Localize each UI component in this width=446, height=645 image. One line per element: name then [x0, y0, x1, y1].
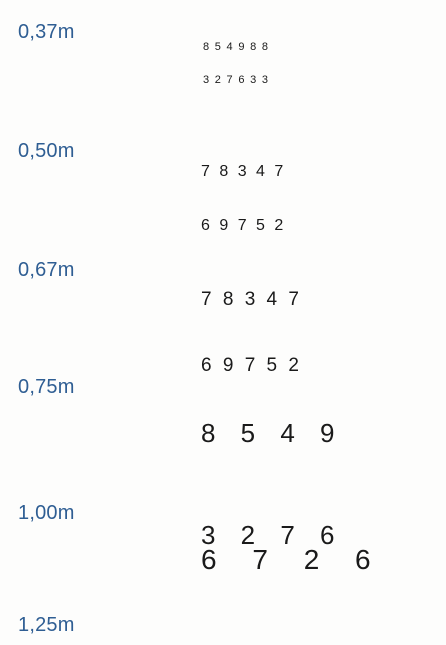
digit-line: 6 7 2 6 — [201, 544, 385, 575]
distance-label: 1,00m — [18, 502, 75, 524]
digit-line: 3 2 7 6 — [201, 520, 344, 550]
distance-label: 0,67m — [18, 259, 75, 281]
digit-line: 6 9 7 5 2 — [201, 217, 286, 234]
distance-label: 0,37m — [18, 21, 75, 43]
distance-label: 1,25m — [18, 614, 75, 636]
distance-label: 0,50m — [18, 140, 75, 162]
digit-block — [203, 20, 269, 108]
distance-label: 0,75m — [18, 376, 75, 398]
digit-line: 7 8 3 4 7 — [201, 289, 302, 310]
digit-line: 7 8 3 4 7 — [201, 163, 286, 180]
digit-line: 6 9 7 5 2 — [201, 355, 302, 376]
digit-line: 8 5 4 9 — [201, 418, 344, 448]
digit-line: 8 5 4 9 8 8 — [203, 41, 270, 53]
digit-line: 3 2 7 6 3 3 — [203, 74, 270, 86]
digit-block — [201, 576, 446, 645]
